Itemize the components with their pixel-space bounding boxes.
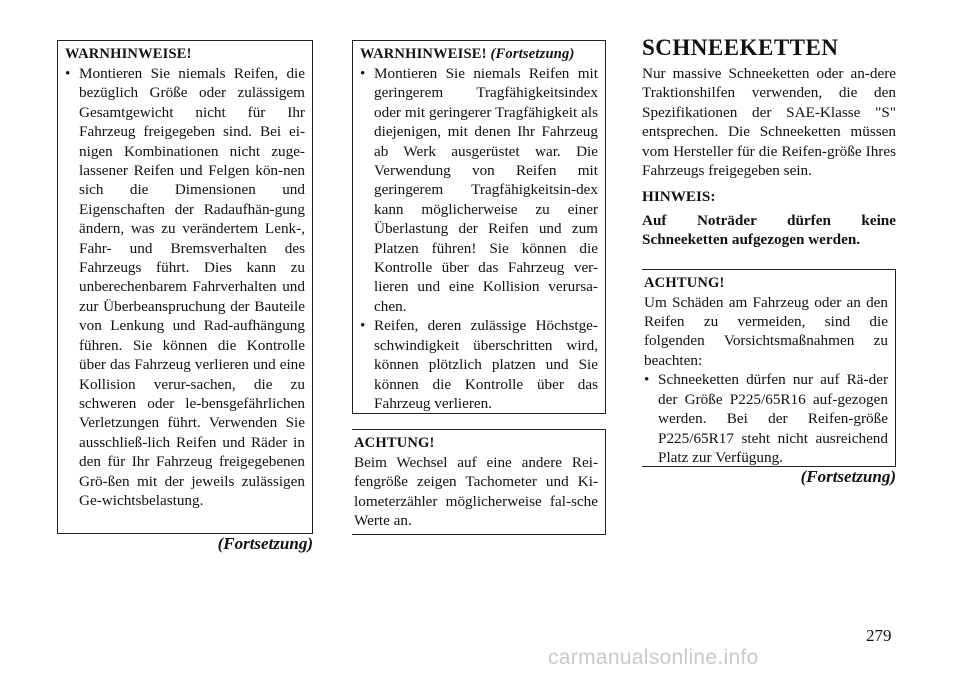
continued-label: (Fortsetzung) <box>800 466 896 486</box>
column-3 <box>642 34 896 487</box>
warning-item: • Reifen, deren zulässige Höchstge-schwindigkeit überschritten wird, können plötzlich platzen und Sie können die Kontrolle über das Fahrzeug verlieren. <box>360 316 598 413</box>
caution-box <box>642 269 896 467</box>
caution-text: Beim Wechsel auf eine andere Rei-fengröße zeigen Tachometer und Ki-lometerzähler möglicherweise fal-sche Werte an. <box>354 454 598 530</box>
caution-box <box>352 429 606 535</box>
watermark: carmanualsonline.info <box>548 646 759 669</box>
caution-item: • Schneeketten dürfen nur auf Rä-der der Größe P225/65R16 auf-gezogen werden. Bei der Reifen-größe P225/65R17 steht nicht ausreichend Platz zur Verfügung. <box>644 370 888 467</box>
caution-list <box>644 370 888 467</box>
caution-heading: ACHTUNG! <box>644 274 725 291</box>
warning-box <box>57 40 313 534</box>
section-intro: Nur massive Schneeketten oder an-dere Traktionshilfen verwenden, die den Spezifikationen der SAE-Klasse "S" entsprechen. Die Schneeketten müssen vom Hersteller für die Reifen-größe Ihres Fahrzeugs freigegeben sein. <box>642 65 896 180</box>
caution-text: Um Schäden am Fahrzeug oder an den Reifen zu vermeiden, sind die folgenden Vorsichtsmaßnahmen zu beachten: <box>644 293 888 369</box>
warning-heading-text: WARNHINWEISE! <box>360 46 487 62</box>
warning-list <box>360 64 598 413</box>
warning-list <box>65 64 305 510</box>
warning-heading: WARNHINWEISE! <box>65 46 192 62</box>
column-2 <box>352 40 606 535</box>
note-text: Auf Noträder dürfen keine Schneeketten aufgezogen werden. <box>642 211 896 249</box>
warning-heading-continued: (Fortsetzung) <box>490 46 575 62</box>
continued-label: (Fortsetzung) <box>217 534 313 553</box>
section-title: SCHNEEKETTEN <box>642 35 839 60</box>
warning-heading <box>360 45 598 64</box>
warning-box-continued <box>352 40 606 414</box>
caution-heading: ACHTUNG! <box>354 435 435 451</box>
warning-item: • Montieren Sie niemals Reifen, die bezüglich Größe oder zulässigem Gesamtgewicht nicht für Ihr Fahrzeug freigegeben sind. Bei ei-nigen Kombinationen nicht zuge-lassener Reifen und Felgen kön-nen sich die Dimensionen und Eigenschaften der Radaufhän-gung ändern, was zu verändertem Lenk-, Fahr- und Bremsverhalten des Fahrzeugs führt. Dies kann zu unberechenbarem Fahrverhalten und zur Überbeanspruchung der Bauteile von Lenkung und Rad-aufhängung führen. Sie können die Kontrolle über das Fahrzeug verlieren und eine Kollision verur-sachen, die zu schweren oder le-bensgefährlichen Verletzungen führt. Verwenden Sie ausschließ-lich Reifen und Räder in den für Ihr Fahrzeug freigegebenen Grö-ßen mit der jeweils zulässigen Ge-wichtsbelastung. <box>65 64 305 510</box>
page-number: 279 <box>866 626 892 645</box>
note-heading: HINWEIS: <box>642 188 716 206</box>
warning-item: • Montieren Sie niemals Reifen mit geringerem Tragfähigkeitsindex oder mit geringerer Tragfähigkeit als diejenigen, mit denen Ihr Fahrzeug ab Werk ausgerüstet war. Die Verwendung von Reifen mit geringerem Tragfähigkeitsin-dex kann möglicherweise zu einer Überlastung der Reifen und zum Platzen führen! Sie können die Kontrolle über das Fahrzeug ver-lieren und eine Kollision verursa-chen. <box>360 64 598 316</box>
column-1 <box>57 40 313 554</box>
